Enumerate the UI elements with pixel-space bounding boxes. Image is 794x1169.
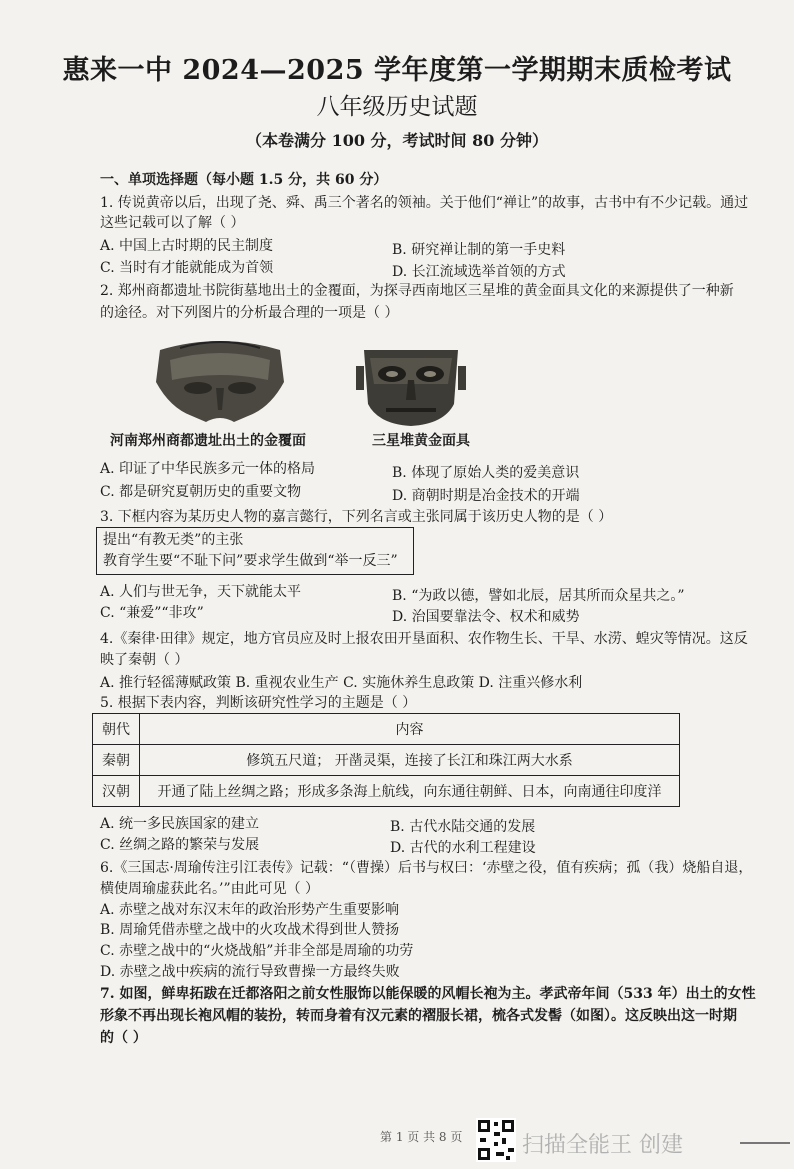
q5-option-c: C. 丝绸之路的繁荣与发展: [100, 837, 260, 853]
table-cell: 秦朝: [93, 745, 140, 776]
sanxingdui-mask-image: [356, 344, 466, 428]
q1-option-d: D. 长江流域选举首领的方式: [392, 264, 566, 280]
q4-options: A. 推行轻徭薄赋政策 B. 重视农业生产 C. 实施休养生息政策 D. 注重兴修水利: [100, 675, 583, 691]
q3-option-a: A. 人们与世无争，天下就能太平: [100, 584, 302, 600]
table-row: [93, 776, 680, 807]
q6-option-d: D. 赤壁之战中疾病的流行导致曹操一方最终失败: [100, 964, 400, 980]
table-header-row: [93, 714, 680, 745]
q5-option-a: A. 统一多民族国家的建立: [100, 816, 260, 832]
section-heading: 一、单项选择题（每小题 1.5 分，共 60 分）: [100, 172, 388, 188]
q2-stem-line2: 的途径。对下列图片的分析最合理的一项是（ ）: [100, 305, 399, 321]
table-header-cell: 朝代: [93, 714, 140, 745]
table-cell: 修筑五尺道； 开凿灵渠，连接了长江和珠江两大水系: [140, 745, 680, 776]
q2-option-b: B. 体现了原始人类的爱美意识: [392, 465, 580, 481]
q3-stem: 3. 下框内容为某历史人物的嘉言懿行，下列名言或主张同属于该历史人物的是（ ）: [100, 509, 613, 525]
q1-stem-line2: 这些记载可以了解（ ）: [100, 215, 245, 231]
q5-stem: 5. 根据下表内容，判断该研究性学习的主题是（ ）: [100, 695, 417, 711]
q5-option-d: D. 古代的水利工程建设: [390, 840, 536, 856]
q6-stem-line2: 横使周瑜虚获此名。’”由此可见（ ）: [100, 881, 320, 897]
q7-stem-line1: 7. 如图，鲜卑拓跋在迁都洛阳之前女性服饰以能保暖的风帽长袍为主。孝武帝年间（533 年）出土的女性: [100, 986, 756, 1002]
q1-option-c: C. 当时有才能就能成为首领: [100, 260, 274, 276]
q1-stem-line1: 1. 传说黄帝以后，出现了尧、舜、禹三个著名的领袖。关于他们“禅让”的故事，古书中有不少记载。通过: [100, 195, 749, 211]
q3-option-c: C. “兼爱”“非攻”: [100, 605, 204, 621]
q2-option-d: D. 商朝时期是冶金技术的开端: [392, 488, 580, 504]
table-cell: 汉朝: [93, 776, 140, 807]
page-number: 第 1 页 共 8 页: [380, 1130, 463, 1144]
q3-option-b: B. “为政以德，譬如北辰，居其所而众星共之。”: [392, 588, 685, 604]
q6-option-b: B. 周瑜凭借赤壁之战中的火攻战术得到世人赞扬: [100, 922, 400, 938]
exam-subtitle: 八年级历史试题: [316, 94, 478, 120]
q2-option-a: A. 印证了中华民族多元一体的格局: [100, 461, 316, 477]
q6-option-c: C. 赤壁之战中的“火烧战船”并非全部是周瑜的功劳: [100, 943, 414, 959]
q2-stem-line1: 2. 郑州商都遗址书院街墓地出土的金覆面，为探寻西南地区三星堆的黄金面具文化的来源提供了一种新: [100, 283, 734, 299]
table-row: [93, 745, 680, 776]
q3-quote-box: [96, 527, 414, 575]
q7-stem-line2: 形象不再出现长袍风帽的装扮，转而身着有汉元素的褶服长裙，梳各式发髻（如图）。这反映出这一时期: [100, 1008, 737, 1024]
scanner-watermark: 扫描全能王 创建: [522, 1133, 683, 1158]
gold-face-cover-image: [150, 330, 290, 422]
q5-table: [92, 713, 680, 807]
fig1-caption: 河南郑州商都遗址出土的金覆面: [110, 433, 306, 449]
exam-note: （本卷满分 100 分，考试时间 80 分钟）: [246, 131, 548, 150]
watermark-dash: [740, 1142, 790, 1144]
qr-code-icon: [476, 1118, 516, 1162]
q3-quote-line1: 提出“有教无类”的主张: [103, 532, 244, 548]
table-cell: 开通了陆上丝绸之路；形成多条海上航线，向东通往朝鲜、日本，向南通往印度洋: [140, 776, 680, 807]
q2-option-c: C. 都是研究夏朝历史的重要文物: [100, 484, 302, 500]
q4-stem-line2: 映了秦朝（ ）: [100, 652, 189, 668]
exam-title: 惠来一中 2024—2025 学年度第一学期期末质检考试: [62, 55, 732, 86]
q1-option-b: B. 研究禅让制的第一手史料: [392, 242, 566, 258]
q6-stem-line1: 6.《三国志·周瑜传注引江表传》记载：“（曹操）后书与权曰：‘赤壁之役，值有疾病；孤（我）烧船自退，: [100, 860, 753, 876]
q7-stem-line3: 的（ ）: [100, 1030, 147, 1046]
q6-option-a: A. 赤壁之战对东汉末年的政治形势产生重要影响: [100, 902, 400, 918]
q3-option-d: D. 治国要靠法令、权术和威势: [392, 609, 580, 625]
q1-option-a: A. 中国上古时期的民主制度: [100, 238, 274, 254]
q3-quote-line2: 教育学生要“不耻下问”要求学生做到“举一反三”: [103, 553, 398, 569]
q5-option-b: B. 古代水陆交通的发展: [390, 819, 536, 835]
table-header-cell: 内容: [140, 714, 680, 745]
q4-stem-line1: 4.《秦律·田律》规定，地方官员应及时上报农田开垦面积、农作物生长、干旱、水涝、蝗灾等情况。这反: [100, 631, 748, 647]
fig2-caption: 三星堆黄金面具: [372, 433, 470, 449]
